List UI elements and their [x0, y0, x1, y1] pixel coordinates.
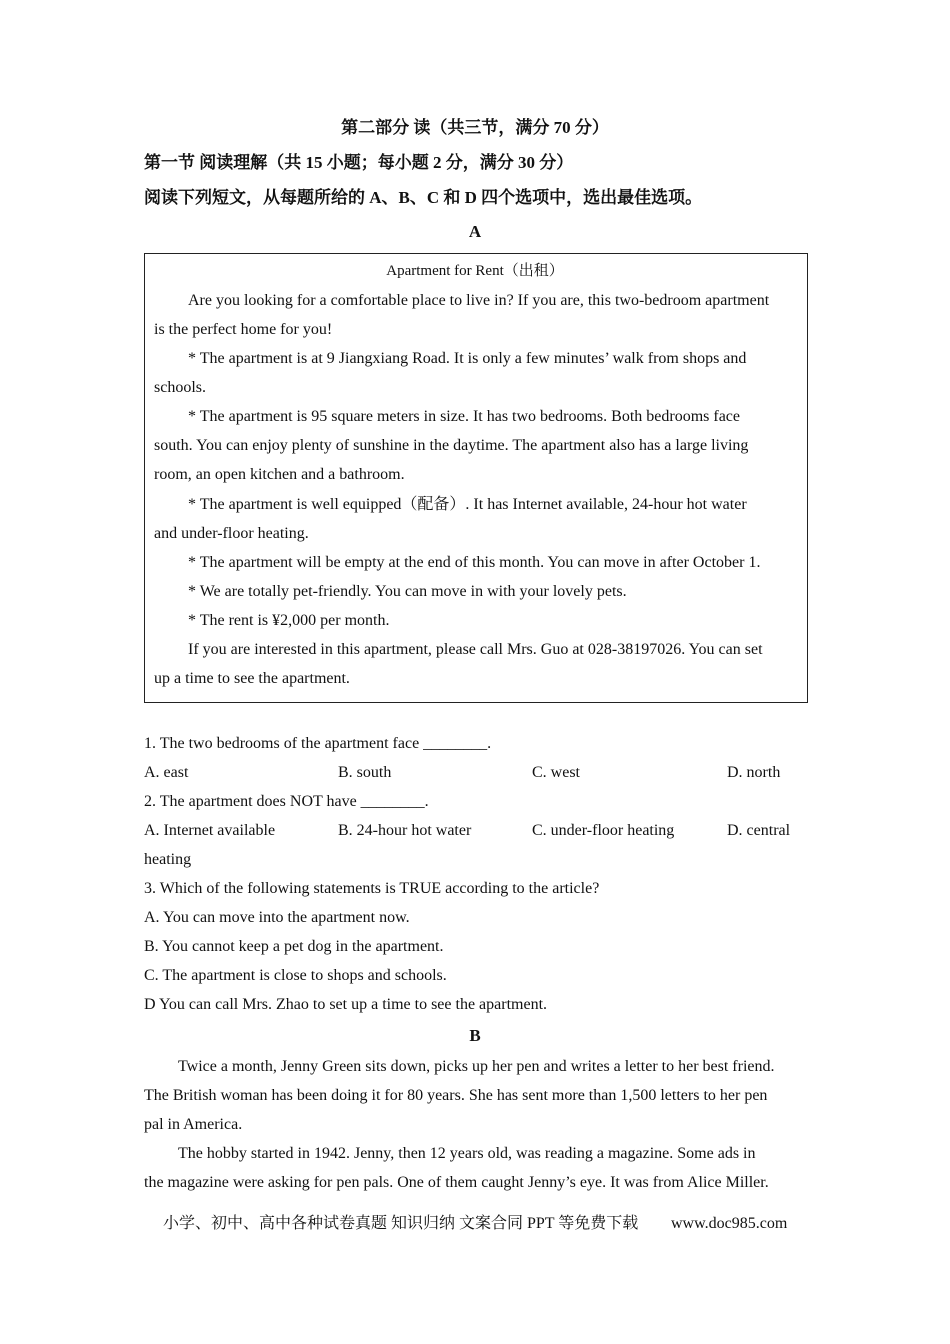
passage-a-line: * The apartment is 95 square meters in size. It has two bedrooms. Both bedrooms face [188, 408, 741, 425]
passage-b-line: the magazine were asking for pen pals. One of them caught Jenny’s eye. It was from Alice Miller. [144, 1174, 769, 1191]
footer-site-link[interactable]: www.doc985.com [671, 1215, 788, 1232]
question-3-option-a[interactable]: A. You can move into the apartment now. [144, 909, 410, 926]
instructions: 阅读下列短文，从每题所给的 A、B、C 和 D 四个选项中，选出最佳选项。 [144, 188, 703, 207]
question-2-option-b[interactable]: B. 24-hour hot water [338, 822, 472, 839]
passage-a-line: room, an open kitchen and a bathroom. [154, 466, 405, 483]
passage-b-label: B [469, 1026, 481, 1045]
question-1-option-d[interactable]: D. north [727, 764, 781, 781]
passage-a-line: up a time to see the apartment. [154, 670, 350, 687]
question-1-option-c[interactable]: C. west [532, 764, 580, 781]
question-2-option-d-wrap: heating [144, 851, 192, 868]
passage-a-line: * The apartment is at 9 Jiangxiang Road. It is only a few minutes’ walk from shops and [188, 350, 747, 367]
passage-a-line: * The apartment is well equipped（配备）. It has Internet available, 24-hour hot water [188, 496, 747, 513]
question-2-stem: 2. The apartment does NOT have ________. [144, 793, 429, 810]
passage-a-line: * The rent is ¥2,000 per month. [188, 612, 390, 629]
question-1-stem: 1. The two bedrooms of the apartment face ________. [144, 735, 492, 752]
section-title: 第一节 阅读理解（共 15 小题；每小题 2 分，满分 30 分） [144, 153, 574, 172]
question-1-option-a[interactable]: A. east [144, 764, 189, 781]
passage-a-line: * We are totally pet-friendly. You can move in with your lovely pets. [188, 583, 627, 600]
passage-a-line: If you are interested in this apartment, please call Mrs. Guo at 028-38197026. You can set [188, 641, 763, 658]
passage-a-line: south. You can enjoy plenty of sunshine in the daytime. The apartment also has a large living [154, 437, 749, 454]
question-2-option-a[interactable]: A. Internet available [144, 822, 276, 839]
passage-b-line: pal in America. [144, 1116, 243, 1133]
question-3-option-d[interactable]: D You can call Mrs. Zhao to set up a time to see the apartment. [144, 996, 548, 1013]
passage-a-label: A [468, 222, 482, 241]
passage-b-line: The hobby started in 1942. Jenny, then 12 years old, was reading a magazine. Some ads in [178, 1145, 756, 1162]
passage-a-line: schools. [154, 379, 206, 396]
passage-a-line: Are you looking for a comfortable place to live in? If you are, this two-bedroom apartment [188, 292, 770, 309]
question-3-stem: 3. Which of the following statements is TRUE according to the article? [144, 880, 600, 897]
question-1-option-b[interactable]: B. south [338, 764, 392, 781]
question-3-option-c[interactable]: C. The apartment is close to shops and schools. [144, 967, 447, 984]
passage-a-line: * The apartment will be empty at the end of this month. You can move in after October 1. [188, 554, 761, 571]
passage-b-line: The British woman has been doing it for 80 years. She has sent more than 1,500 letters to her pen [144, 1087, 768, 1104]
passage-b-line: Twice a month, Jenny Green sits down, picks up her pen and writes a letter to her best friend. [178, 1058, 775, 1075]
question-2-option-d[interactable]: D. central [727, 822, 791, 839]
footer-text: 小学、初中、高中各种试卷真题 知识归纳 文案合同 PPT 等免费下载 [163, 1215, 639, 1232]
question-3-option-b[interactable]: B. You cannot keep a pet dog in the apartment. [144, 938, 444, 955]
part-title: 第二部分 读（共三节，满分 70 分） [341, 118, 609, 137]
box-title: Apartment for Rent（出租） [386, 263, 564, 279]
question-2-option-c[interactable]: C. under-floor heating [532, 822, 675, 839]
passage-a-line: and under-floor heating. [154, 525, 309, 542]
passage-a-line: is the perfect home for you! [154, 321, 333, 338]
